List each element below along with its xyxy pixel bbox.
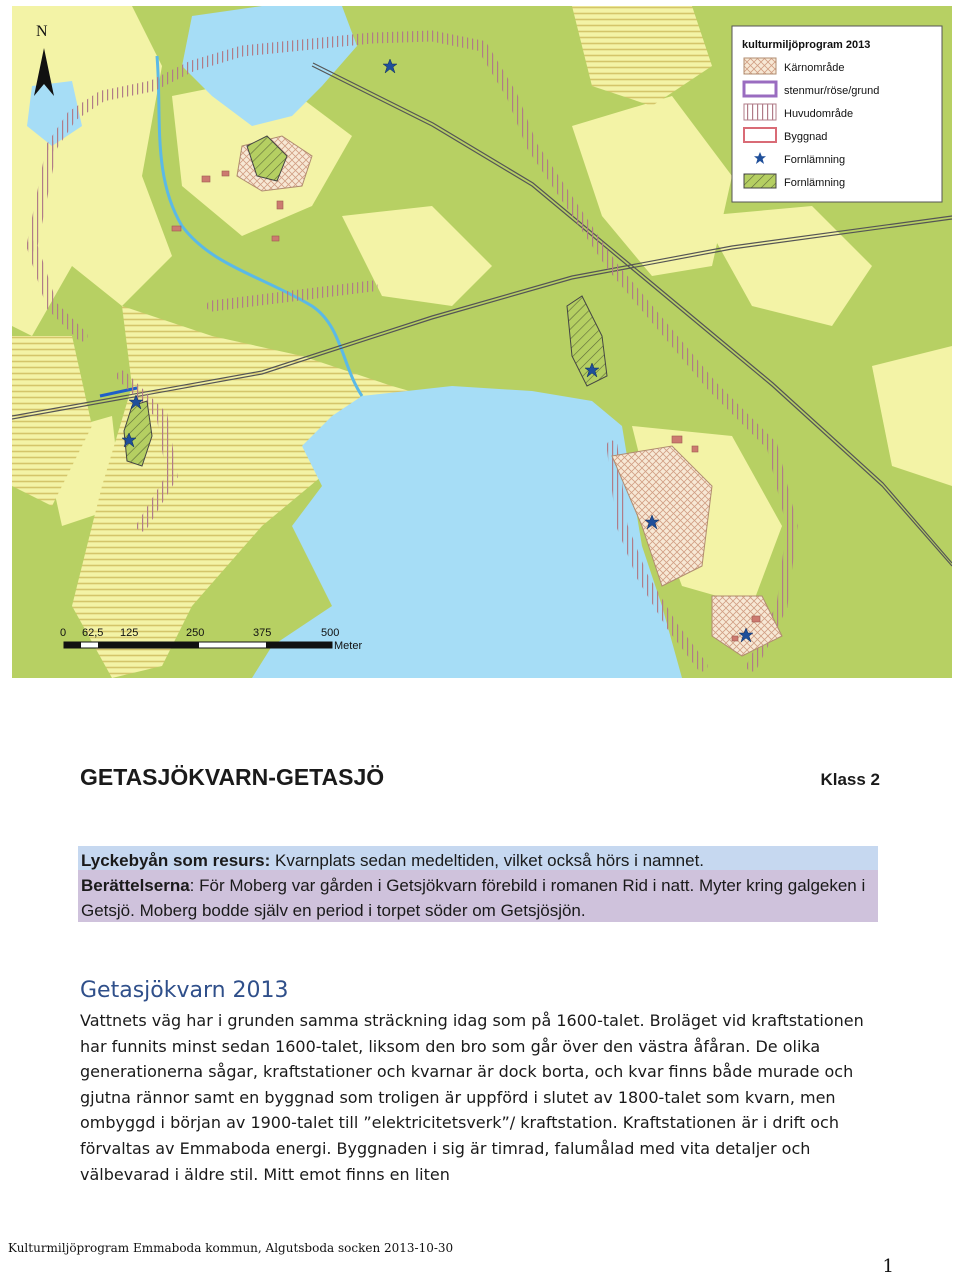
page-title: GETASJÖKVARN-GETASJÖ [80, 764, 385, 790]
legend-item-byggnad: Byggnad [784, 131, 828, 143]
stories-label: Berättelserna [81, 876, 190, 895]
footer: Kulturmiljöprogram Emmaboda kommun, Algutsboda socken 2013-10-30 [8, 1241, 454, 1255]
class-label: Klass 2 [820, 770, 880, 789]
stories-text: : För Moberg var gården i Getsjökvarn förebild i romanen Rid i natt. Myter kring galgeken i Getsjö. Moberg bodde själv en period i torpet söder om Getsjösjön. [81, 876, 866, 920]
legend-item-fornlamning-point: Fornlämning [784, 154, 846, 166]
map-legend [732, 26, 942, 202]
legend-item-huvudomrade: Huvudområde [784, 108, 854, 120]
legend-title: kulturmiljöprogram 2013 [742, 39, 871, 51]
svg-text:375: 375 [253, 627, 272, 639]
svg-text:125: 125 [120, 627, 139, 639]
map [12, 6, 952, 678]
resource-text: Kvarnplats sedan medeltiden, vilket också hörs i namnet. [270, 851, 705, 870]
legend-item-fornlamning-area: Fornlämning [784, 177, 846, 189]
summary-box [78, 846, 878, 922]
section-heading: Getasjökvarn 2013 [80, 978, 289, 1003]
resource-label: Lyckebyån som resurs: [81, 851, 271, 870]
legend-item-karnomrade: Kärnområde [784, 62, 845, 74]
svg-text:N: N [36, 23, 48, 40]
svg-text:62,5: 62,5 [82, 627, 104, 639]
scale-unit: Meter [334, 640, 363, 652]
body-paragraph: Vattnets väg har i grunden samma sträckning idag som på 1600-talet. Broläget vid kraftstationen har funnits minst sedan 1600-talet, liksom den bro som går över den västra åfåran. De olika generationerna sågar, kraftstationer och kvarnar är dock borta, och kvar finns både murade och gjutna rännor samt en byggnad som troligen är uppförd i slutet av 1800-talet som kvarn, men ombyggd i början av 1900-talet till ”elektricitetsverk”/ kraftstation. Kraftstationen är i drift och förvaltas av Emmaboda energi. Byggnaden i sig är timrad, falumålad med vita detaljer och välbevarad i äldre stil. Mitt emot finns en liten [80, 1011, 864, 1184]
page-number: 1 [882, 1256, 894, 1277]
svg-text:500: 500 [321, 627, 340, 639]
legend-item-stenmur: stenmur/röse/grund [784, 85, 880, 97]
svg-text:250: 250 [186, 627, 205, 639]
svg-text:0: 0 [60, 627, 67, 639]
